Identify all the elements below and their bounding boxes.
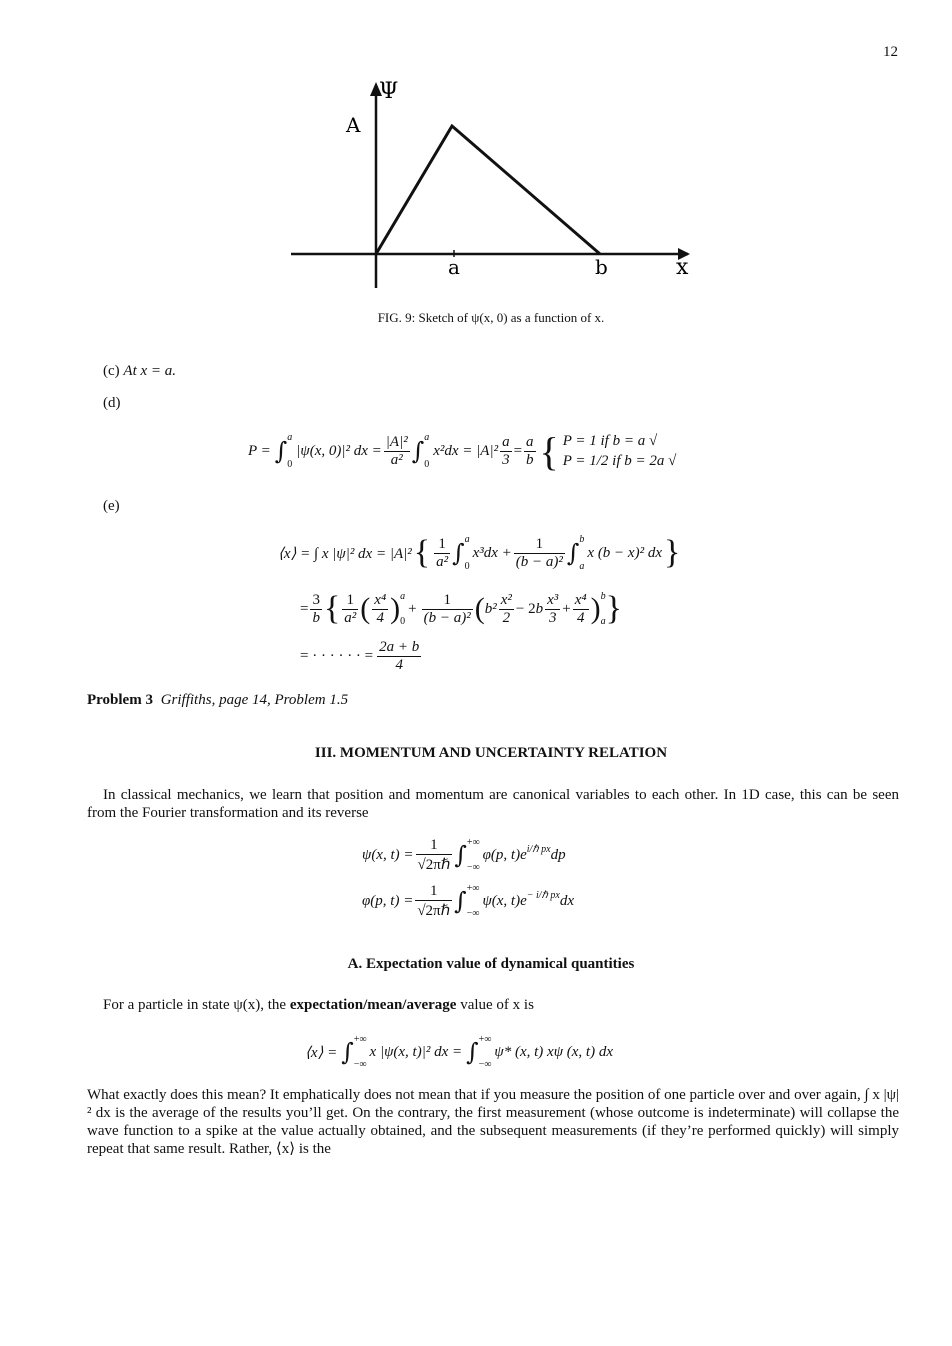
subsection-line-pre: For a particle in state ψ(x), the (103, 997, 290, 1013)
subsection-line-bold: expectation/mean/average (289, 997, 457, 1013)
fourier-phi-tail: dx (559, 892, 574, 909)
part-c (103, 362, 176, 380)
problem-label: Problem 3 (87, 692, 153, 708)
fourier-lower: −∞ (466, 862, 480, 873)
problem-ref: Griffiths, page 14, Problem 1.5 (160, 692, 349, 708)
fourier-psi: ψ(x, t) = $\frac{1}{\text{√2πℏ}}$ ∫ +∞ −∞ φ(p, t)e $^{i/\hbar px}$ dp (362, 836, 566, 873)
part-d-equation: P = ∫ a 0 |ψ(x, 0)|² dx = $\frac{\text{|A|²}}{\text{a²}}$ ∫ a 0 x²dx = |A|² $\frac{a}{3}$ = $\frac{a}{b}$ { P = 1 if b = a √ P = 1/2 if b = 2a √ (248, 428, 677, 474)
tick-a-label: a (448, 255, 460, 279)
part-e-label: (e) (103, 498, 120, 514)
eq-d-mid2: x²dx = |A|² (433, 442, 499, 459)
fourier-phi-exp: − i/ℏ px (526, 889, 560, 901)
amplitude-label: A (346, 113, 361, 137)
eq-e-lhs: ⟨x⟩ = ∫ x |ψ|² dx = |A|² (278, 545, 412, 562)
fourier-upper: +∞ (466, 837, 480, 848)
eq-d-mid1: |ψ(x, 0)|² dx = (296, 442, 382, 459)
fourier-phi-lhs: φ(p, t) = (362, 892, 414, 909)
expectation-mid: x |ψ(x, t)|² dx = (369, 1043, 463, 1060)
tick-b-label: b (595, 255, 608, 279)
closing-paragraph: What exactly does this mean? It emphatically does not mean that if you measure the position of one particle over and over again, ∫ x |ψ|² dx is the average of the results you’ll get. On the contrary, the first measurement (whose outcome is indeterminate) will collapse the wave function to a spike at the value actually obtained, and the subsequent measurements (if they’re performed quickly) will simply repeat that same result. Rather, ⟨x⟩ is the (87, 1087, 899, 1157)
x-axis-label: x (676, 255, 689, 280)
eq-e-result-num: 2a + b (379, 638, 420, 655)
expectation-lhs: ⟨x⟩ = (305, 1044, 338, 1061)
expectation-equation: ⟨x⟩ = ∫ +∞ −∞ x |ψ(x, t)|² dx = ∫ +∞ −∞ ψ* (x, t) xψ (x, t) dx (305, 1034, 613, 1070)
subsection-line (103, 996, 534, 1014)
fourier-norm-den: √2πℏ (417, 856, 451, 873)
fourier-psi-lhs: ψ(x, t) = (362, 846, 414, 863)
page-number: 12 (883, 44, 898, 60)
eq-e-term1: x³dx + (472, 544, 512, 561)
part-d-label: (d) (103, 395, 121, 411)
section-intro: In classical mechanics, we learn that position and momentum are canonical variables to each other. In 1D case, this can be seen from the Fourier transformation and its reverse (87, 787, 899, 821)
section-heading: III. MOMENTUM AND UNCERTAINTY RELATION (314, 745, 668, 761)
eq-d-case1: P = 1 if b = a √ (562, 433, 658, 449)
fourier-phi: φ(p, t) = $\frac{1}{\text{√2πℏ}}$ ∫ +∞ −∞ ψ(x, t)e $^{- i/\hbar px}$ dx (362, 882, 574, 919)
eq-e-result-den: 4 (395, 656, 403, 673)
fourier-psi-exp: i/ℏ px (526, 843, 551, 855)
part-e-line2: = $\frac{3}{b}$ { $\frac{1}{\text{a²}}$ ( $\frac{\text{x⁴}}{4}$ ) a 0 + $\frac{1}{\text{(b − a)²}}$ ( b² $\frac{\text{x²}}{2}$ − 2 b $\frac{\text{x³}}{3}$ + $\frac{\text{x⁴}}{4}$ ) b a } (300, 590, 622, 627)
eq-d-case2: P = 1/2 if b = 2a √ (562, 453, 677, 469)
fourier-psi-tail: dp (550, 846, 566, 863)
part-c-label: (c) (103, 363, 120, 379)
part-c-text: At x = a. (123, 363, 177, 379)
eq-d-lhs: P = (248, 442, 271, 459)
fourier-psi-integrand: φ(p, t)e (482, 846, 527, 863)
problem-line (87, 691, 348, 709)
expectation-rhs: ψ* (x, t) xψ (x, t) dx (494, 1043, 613, 1060)
eq-e-term2: x (b − x)² dx (587, 544, 662, 561)
figure-caption: FIG. 9: Sketch of ψ(x, 0) as a function of x. (377, 310, 605, 325)
subsection-line-post: value of x is (456, 997, 534, 1013)
part-e-line3 (300, 636, 423, 676)
y-axis-label: Ψ (379, 79, 399, 104)
eq-e-result-prefix: = · · · · · · = (300, 647, 374, 664)
fourier-phi-integrand: ψ(x, t)e (482, 892, 527, 909)
fourier-norm-num: 1 (416, 837, 453, 855)
subsection-heading: A. Expectation value of dynamical quantities (347, 956, 635, 972)
psi-curve (376, 126, 600, 254)
eq-d-frac-a: $\frac{\text{|A|²}}{\text{a²}}$ (385, 433, 408, 468)
part-e-line1: ⟨x⟩ = ∫ x |ψ|² dx = |A|² { $\frac{1}{\text{a²}}$ ∫ a 0 x³dx + $\frac{1}{\text{(b − a)²}}$ ∫ b a x (b − x)² dx } (278, 534, 681, 572)
wavefunction-sketch (258, 60, 700, 305)
